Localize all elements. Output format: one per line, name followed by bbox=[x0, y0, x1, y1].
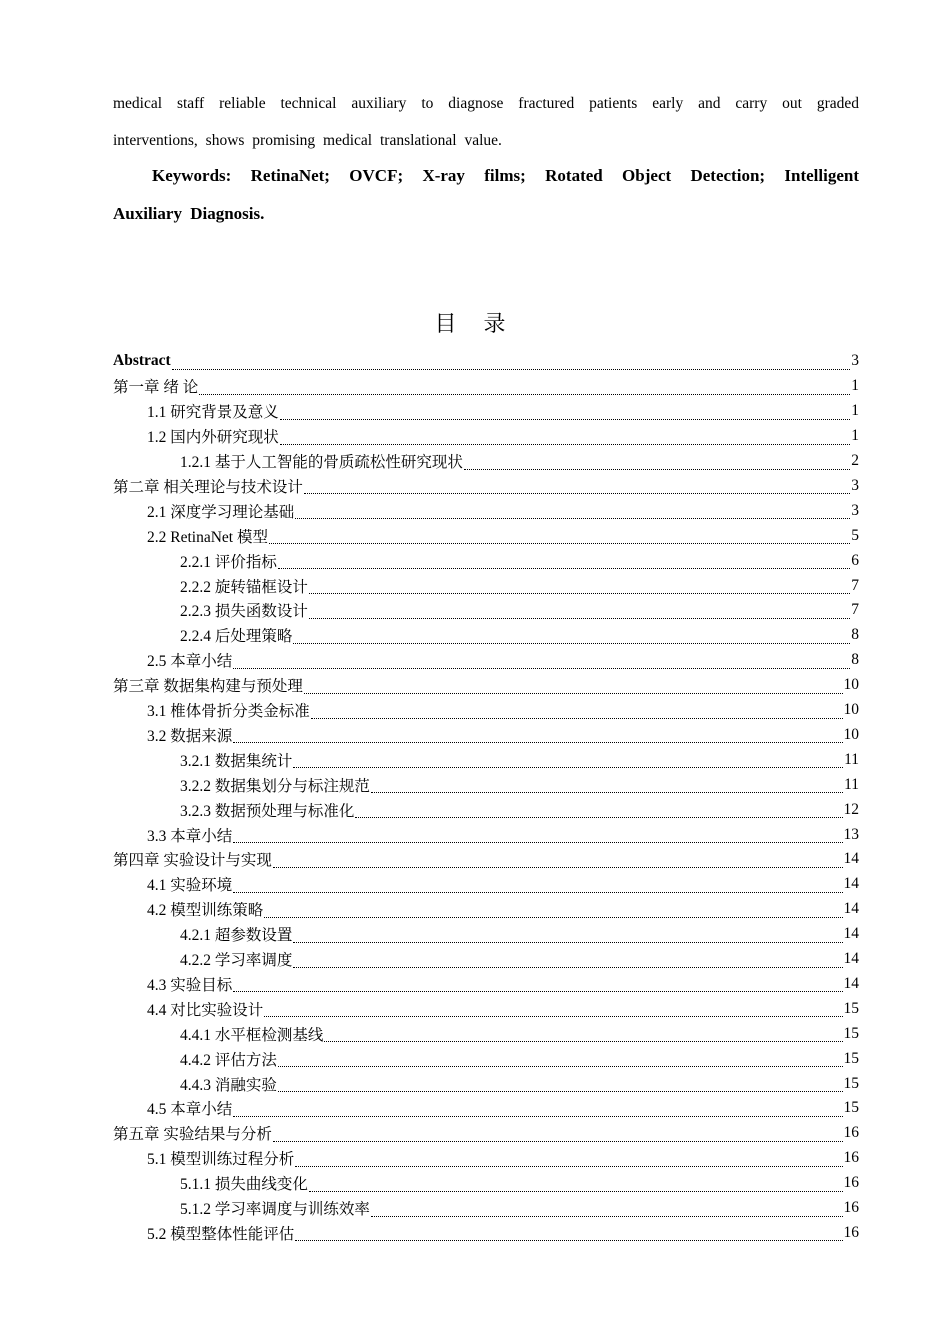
toc-entry[interactable] bbox=[113, 1121, 859, 1146]
toc-entry[interactable] bbox=[113, 548, 859, 573]
toc-dot-leader bbox=[233, 878, 842, 893]
toc-entry-label: 4.2.1 超参数设置 bbox=[180, 927, 293, 945]
toc-entry-label: 4.2 模型训练策略 bbox=[147, 902, 264, 920]
toc-entry[interactable] bbox=[113, 1071, 859, 1096]
toc-entry-page: 14 bbox=[843, 900, 859, 918]
toc-entry-page: 15 bbox=[843, 1099, 859, 1117]
toc-dot-leader bbox=[304, 679, 843, 694]
toc-entry[interactable] bbox=[113, 1196, 859, 1221]
toc-dot-leader bbox=[278, 1077, 843, 1092]
toc-entry[interactable] bbox=[113, 449, 859, 474]
toc-entry[interactable] bbox=[113, 1096, 859, 1121]
toc-dot-leader bbox=[273, 853, 843, 868]
toc-entry-label: 2.2 RetinaNet 模型 bbox=[147, 528, 268, 546]
toc-entry-label: 第四章 实验设计与实现 bbox=[113, 852, 272, 870]
toc-dot-leader bbox=[309, 604, 850, 619]
toc-entry[interactable] bbox=[113, 723, 859, 748]
toc-dot-leader bbox=[264, 903, 842, 918]
toc-entry[interactable] bbox=[113, 349, 859, 374]
toc-entry[interactable] bbox=[113, 598, 859, 623]
toc-entry[interactable] bbox=[113, 1046, 859, 1071]
toc-entry-page: 13 bbox=[843, 825, 859, 843]
toc-dot-leader bbox=[309, 1177, 843, 1192]
toc-dot-leader bbox=[293, 953, 842, 968]
toc-entry-page: 16 bbox=[843, 1223, 859, 1241]
toc-entry[interactable] bbox=[113, 573, 859, 598]
toc-entry[interactable] bbox=[113, 996, 859, 1021]
toc-entry-label: 2.2.1 评价指标 bbox=[180, 553, 277, 571]
toc-entry[interactable] bbox=[113, 623, 859, 648]
toc-dot-leader bbox=[355, 803, 842, 818]
toc-entry-label: 3.3 本章小结 bbox=[147, 827, 233, 845]
toc-entry-label: 5.1.2 学习率调度与训练效率 bbox=[180, 1201, 370, 1219]
toc-entry-label: 4.4.1 水平框检测基线 bbox=[180, 1026, 324, 1044]
abstract-text-line-1: medical staff reliable technical auxiliary to diagnose fractured patients early and carry out graded bbox=[113, 95, 859, 112]
toc-entry-label: 第五章 实验结果与分析 bbox=[113, 1126, 272, 1144]
toc-entry-label: 3.1 椎体骨折分类金标准 bbox=[147, 703, 310, 721]
toc-dot-leader bbox=[172, 355, 851, 370]
toc-dot-leader bbox=[233, 654, 850, 669]
toc-dot-leader bbox=[293, 629, 850, 644]
toc-entry-page: 11 bbox=[844, 750, 859, 768]
toc-entry-label: 2.2.2 旋转锚框设计 bbox=[180, 578, 308, 596]
toc-dot-leader bbox=[293, 928, 842, 943]
toc-dot-leader bbox=[273, 1127, 843, 1142]
toc-entry-page: 3 bbox=[851, 501, 859, 519]
toc-entry[interactable] bbox=[113, 872, 859, 897]
toc-entry-label: 3.2 数据来源 bbox=[147, 727, 233, 745]
toc-entry-page: 15 bbox=[843, 999, 859, 1017]
toc-entry-label: 3.2.3 数据预处理与标准化 bbox=[180, 802, 355, 820]
toc-entry-page: 16 bbox=[843, 1124, 859, 1142]
toc-entry[interactable] bbox=[113, 1171, 859, 1196]
toc-entry-page: 14 bbox=[843, 850, 859, 868]
toc-entry-label: 4.4.2 评估方法 bbox=[180, 1051, 277, 1069]
toc-entry-label: 第二章 相关理论与技术设计 bbox=[113, 478, 303, 496]
toc-entry[interactable] bbox=[113, 523, 859, 548]
keywords-line-2: Auxiliary Diagnosis. bbox=[113, 204, 265, 223]
toc-entry[interactable] bbox=[113, 673, 859, 698]
toc-entry-page: 15 bbox=[843, 1049, 859, 1067]
toc-dot-leader bbox=[278, 1052, 843, 1067]
toc-entry-label: 第一章 绪 论 bbox=[113, 379, 199, 397]
toc-entry-label: 2.2.4 后处理策略 bbox=[180, 628, 293, 646]
toc-entry-page: 11 bbox=[844, 775, 859, 793]
toc-entry[interactable] bbox=[113, 498, 859, 523]
toc-entry[interactable] bbox=[113, 947, 859, 972]
toc-entry-page: 5 bbox=[851, 526, 859, 544]
toc-entry[interactable] bbox=[113, 424, 859, 449]
toc-entry-label: 4.1 实验环境 bbox=[147, 877, 233, 895]
toc-dot-leader bbox=[309, 579, 850, 594]
toc-entry[interactable] bbox=[113, 1146, 859, 1171]
toc-dot-leader bbox=[324, 1027, 842, 1042]
toc-entry-page: 16 bbox=[843, 1199, 859, 1217]
toc-entry-page: 14 bbox=[843, 950, 859, 968]
toc-entry[interactable] bbox=[113, 797, 859, 822]
toc-entry[interactable] bbox=[113, 972, 859, 997]
toc-entry-label: 4.4 对比实验设计 bbox=[147, 1001, 264, 1019]
toc-entry-page: 8 bbox=[851, 651, 859, 669]
toc-entry[interactable] bbox=[113, 698, 859, 723]
toc-entry[interactable] bbox=[113, 474, 859, 499]
toc-dot-leader bbox=[233, 728, 842, 743]
toc-dot-leader bbox=[464, 455, 850, 470]
toc-dot-leader bbox=[233, 977, 842, 992]
toc-entry-label: 2.1 深度学习理论基础 bbox=[147, 503, 295, 521]
toc-dot-leader bbox=[280, 430, 850, 445]
toc-entry-page: 3 bbox=[851, 352, 859, 370]
toc-entry[interactable] bbox=[113, 922, 859, 947]
toc-entry-page: 15 bbox=[843, 1024, 859, 1042]
toc-entry-page: 14 bbox=[843, 875, 859, 893]
toc-entry-label: 3.2.1 数据集统计 bbox=[180, 752, 293, 770]
toc-entry-label: 3.2.2 数据集划分与标注规范 bbox=[180, 777, 370, 795]
keywords-line-1: Keywords: RetinaNet; OVCF; X-ray films; Rotated Object Detection; Intelligent bbox=[152, 166, 859, 185]
toc-entry[interactable] bbox=[113, 847, 859, 872]
toc-dot-leader bbox=[371, 1202, 843, 1217]
toc-entry[interactable] bbox=[113, 399, 859, 424]
toc-entry[interactable] bbox=[113, 648, 859, 673]
toc-entry-page: 12 bbox=[843, 800, 859, 818]
toc-entry-label: 5.1 模型训练过程分析 bbox=[147, 1151, 295, 1169]
toc-dot-leader bbox=[199, 380, 850, 395]
toc-dot-leader bbox=[264, 1002, 842, 1017]
toc-entry-label: 5.1.1 损失曲线变化 bbox=[180, 1176, 308, 1194]
toc-entry-label: 2.5 本章小结 bbox=[147, 653, 233, 671]
toc-entry[interactable] bbox=[113, 822, 859, 847]
toc-entry-page: 6 bbox=[851, 551, 859, 569]
toc-dot-leader bbox=[293, 753, 843, 768]
toc-entry-page: 16 bbox=[843, 1174, 859, 1192]
toc-dot-leader bbox=[233, 828, 842, 843]
toc-entry-label: 4.2.2 学习率调度 bbox=[180, 952, 293, 970]
toc-entry-page: 3 bbox=[851, 476, 859, 494]
toc-entry-label: 4.4.3 消融实验 bbox=[180, 1076, 277, 1094]
toc-dot-leader bbox=[295, 504, 850, 519]
toc-dot-leader bbox=[311, 704, 843, 719]
toc-entry[interactable] bbox=[113, 1021, 859, 1046]
toc-entry[interactable] bbox=[113, 897, 859, 922]
toc-entry-label: 4.3 实验目标 bbox=[147, 976, 233, 994]
toc-entry-page: 7 bbox=[851, 601, 859, 619]
toc-entry[interactable] bbox=[113, 1221, 859, 1246]
toc-entry-label: 第三章 数据集构建与预处理 bbox=[113, 678, 303, 696]
toc-entry-page: 10 bbox=[843, 725, 859, 743]
toc-entry-label: 5.2 模型整体性能评估 bbox=[147, 1225, 295, 1243]
toc-entry-page: 7 bbox=[851, 576, 859, 594]
toc-entry-page: 10 bbox=[843, 676, 859, 694]
toc-dot-leader bbox=[280, 405, 850, 420]
toc-entry-page: 8 bbox=[851, 626, 859, 644]
toc-entry-page: 1 bbox=[851, 402, 859, 420]
toc-entry-page: 14 bbox=[843, 974, 859, 992]
toc-dot-leader bbox=[233, 1102, 842, 1117]
toc-dot-leader bbox=[278, 554, 850, 569]
toc-entry-page: 1 bbox=[851, 427, 859, 445]
toc-entry-label: 4.5 本章小结 bbox=[147, 1101, 233, 1119]
toc-dot-leader bbox=[295, 1226, 842, 1241]
toc-entry-page: 14 bbox=[843, 925, 859, 943]
toc-title: 目 录 bbox=[434, 312, 516, 337]
toc-dot-leader bbox=[295, 1152, 842, 1167]
toc-dot-leader bbox=[304, 479, 850, 494]
toc-entry-label: 1.2 国内外研究现状 bbox=[147, 429, 279, 447]
toc-entry-page: 1 bbox=[851, 377, 859, 395]
toc-dot-leader bbox=[269, 529, 850, 544]
toc-entry[interactable] bbox=[113, 747, 859, 772]
toc-entry-page: 16 bbox=[843, 1149, 859, 1167]
toc-entry-label: 1.1 研究背景及意义 bbox=[147, 404, 279, 422]
toc-entry-page: 2 bbox=[851, 452, 859, 470]
toc-entry-label: 1.2.1 基于人工智能的骨质疏松性研究现状 bbox=[180, 454, 463, 472]
toc-entry[interactable] bbox=[113, 772, 859, 797]
toc-entry-page: 10 bbox=[843, 701, 859, 719]
toc-entry-label: 2.2.3 损失函数设计 bbox=[180, 603, 308, 621]
toc-entry-page: 15 bbox=[843, 1074, 859, 1092]
toc-entry-label: Abstract bbox=[113, 352, 171, 370]
abstract-text-line-2: interventions, shows promising medical translational value. bbox=[113, 132, 502, 149]
toc-dot-leader bbox=[371, 778, 843, 793]
toc-entry[interactable] bbox=[113, 374, 859, 399]
